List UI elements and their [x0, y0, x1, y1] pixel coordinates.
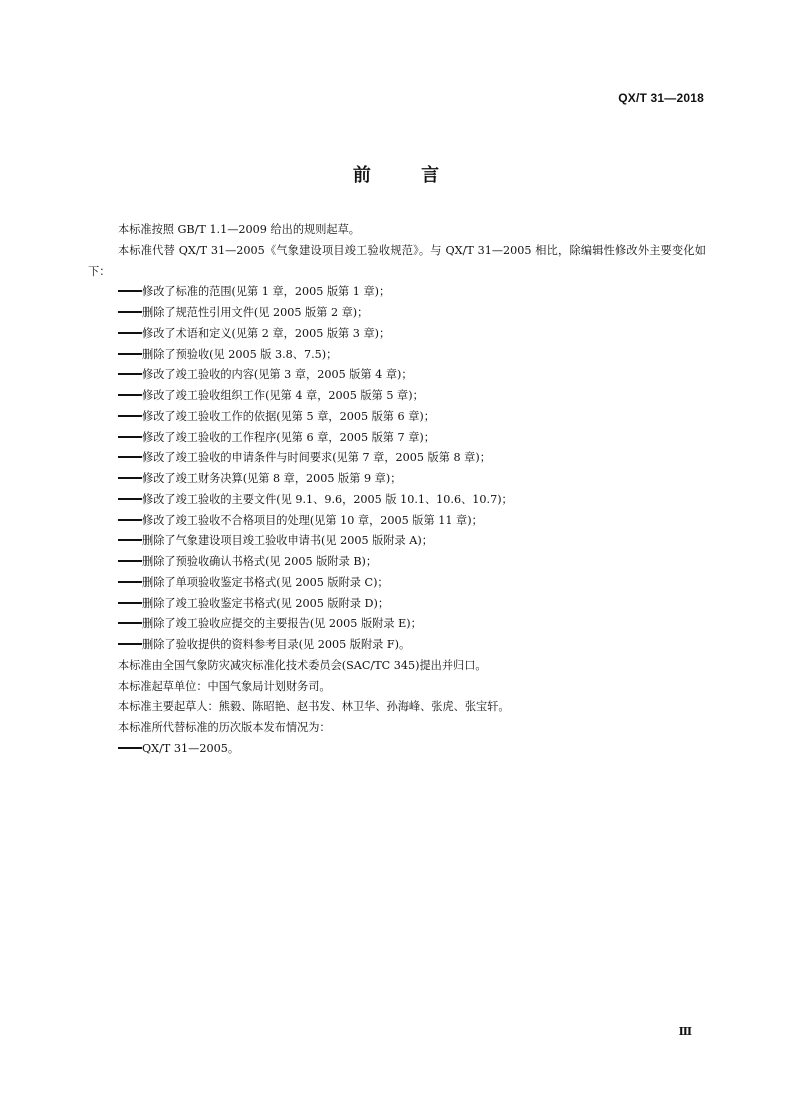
page-number: Ⅲ: [678, 1025, 692, 1038]
list-item-text: 修改了标准的范围(见第 1 章，2005 版第 1 章)；: [142, 285, 391, 299]
list-item: [88, 345, 706, 366]
dash-marker: [118, 436, 142, 438]
dash-marker: [118, 498, 142, 500]
list-item-text: 删除了气象建设项目竣工验收申请书(见 2005 版附录 A)；: [142, 534, 433, 548]
list-item: [88, 573, 706, 594]
list-item: [88, 324, 706, 345]
dash-marker: [118, 747, 142, 749]
dash-marker: [118, 311, 142, 313]
dash-marker: [118, 477, 142, 479]
dash-marker: [118, 643, 142, 645]
list-item-text: 修改了竣工验收的工作程序(见第 6 章，2005 版第 7 章)；: [142, 430, 435, 444]
list-item-text: 删除了验收提供的资料参考目录(见 2005 版附录 F)。: [142, 638, 411, 651]
list-item: [88, 490, 706, 511]
intro-paragraph-2: 本标准代替 QX/T 31—2005《气象建设项目竣工验收规范》。与 QX/T 31—2005 相比，除编辑性修改外主要变化如下：: [88, 243, 706, 278]
list-item-text: 修改了竣工验收的申请条件与时间要求(见第 7 章，2005 版第 8 章)；: [142, 451, 491, 465]
list-item-text: 修改了竣工验收工作的依据(见第 5 章，2005 版第 6 章)；: [142, 409, 435, 423]
list-item: [88, 635, 706, 656]
page-title: [0, 161, 792, 187]
intro-paragraph-1: 本标准按照 GB/T 1.1—2009 给出的规则起草。: [118, 223, 360, 236]
dash-marker: [118, 415, 142, 417]
list-item-text: 删除了竣工验收鉴定书格式(见 2005 版附录 D)；: [142, 596, 390, 610]
history-intro-paragraph: 本标准所代替标准的历次版本发布情况为：: [118, 721, 331, 734]
dash-marker: [118, 353, 142, 355]
list-item: [88, 365, 706, 386]
list-item-text: 修改了竣工验收的主要文件(见 9.1、9.6，2005 版 10.1、10.6、10.7)；: [142, 492, 513, 506]
title-char-2: 言: [421, 165, 440, 186]
dash-marker: [118, 290, 142, 292]
list-item: [88, 407, 706, 428]
dash-marker: [118, 622, 142, 624]
list-item: [88, 594, 706, 615]
list-item: [88, 386, 706, 407]
dash-marker: [118, 456, 142, 458]
list-item-text: 修改了竣工验收组织工作(见第 4 章，2005 版第 5 章)；: [142, 389, 424, 402]
history-list-item: [88, 739, 706, 760]
list-item: [88, 282, 706, 303]
list-item-text: 删除了规范性引用文件(见 2005 版第 2 章)；: [142, 306, 369, 319]
list-item: [88, 469, 706, 490]
list-item: [88, 303, 706, 324]
document-code: QX/T 31—2018: [618, 91, 704, 105]
list-item: [88, 614, 706, 635]
dash-marker: [118, 539, 142, 541]
list-item-text: 删除了预验收(见 2005 版 3.8、7.5)；: [142, 347, 338, 361]
list-item-text: 删除了预验收确认书格式(见 2005 版附录 B)；: [142, 555, 378, 568]
history-item-text: QX/T 31—2005。: [142, 741, 240, 755]
proposer-paragraph: 本标准由全国气象防灾减灾标准化技术委员会(SAC/TC 345)提出并归口。: [118, 658, 487, 672]
list-item: [88, 531, 706, 552]
dash-marker: [118, 332, 142, 334]
title-char-1: 前: [352, 165, 371, 186]
list-item-text: 修改了竣工财务决算(见第 8 章，2005 版第 9 章)；: [142, 472, 402, 485]
dash-marker: [118, 581, 142, 583]
list-item: [88, 511, 706, 532]
list-item: [88, 448, 706, 469]
list-item-text: 删除了竣工验收应提交的主要报告(见 2005 版附录 E)；: [142, 617, 422, 631]
dash-marker: [118, 373, 142, 375]
dash-marker: [118, 560, 142, 562]
dash-marker: [118, 394, 142, 396]
list-item-text: 修改了竣工验收不合格项目的处理(见第 10 章，2005 版第 11 章)；: [142, 513, 483, 527]
list-item: [88, 552, 706, 573]
dash-marker: [118, 519, 142, 521]
list-item-text: 修改了竣工验收的内容(见第 3 章，2005 版第 4 章)；: [142, 368, 413, 382]
list-item-text: 删除了单项验收鉴定书格式(见 2005 版附录 C)；: [142, 575, 389, 589]
foreword-body: [88, 220, 706, 760]
list-item-text: 修改了术语和定义(见第 2 章，2005 版第 3 章)；: [142, 326, 391, 340]
drafting-unit-paragraph: 本标准起草单位：中国气象局计划财务司。: [118, 679, 331, 693]
drafters-paragraph: 本标准主要起草人：熊毅、陈昭艳、赵书发、林卫华、孙海峰、张虎、张宝轩。: [118, 700, 510, 714]
list-item: [88, 428, 706, 449]
dash-marker: [118, 602, 142, 604]
changes-list: [88, 282, 706, 656]
